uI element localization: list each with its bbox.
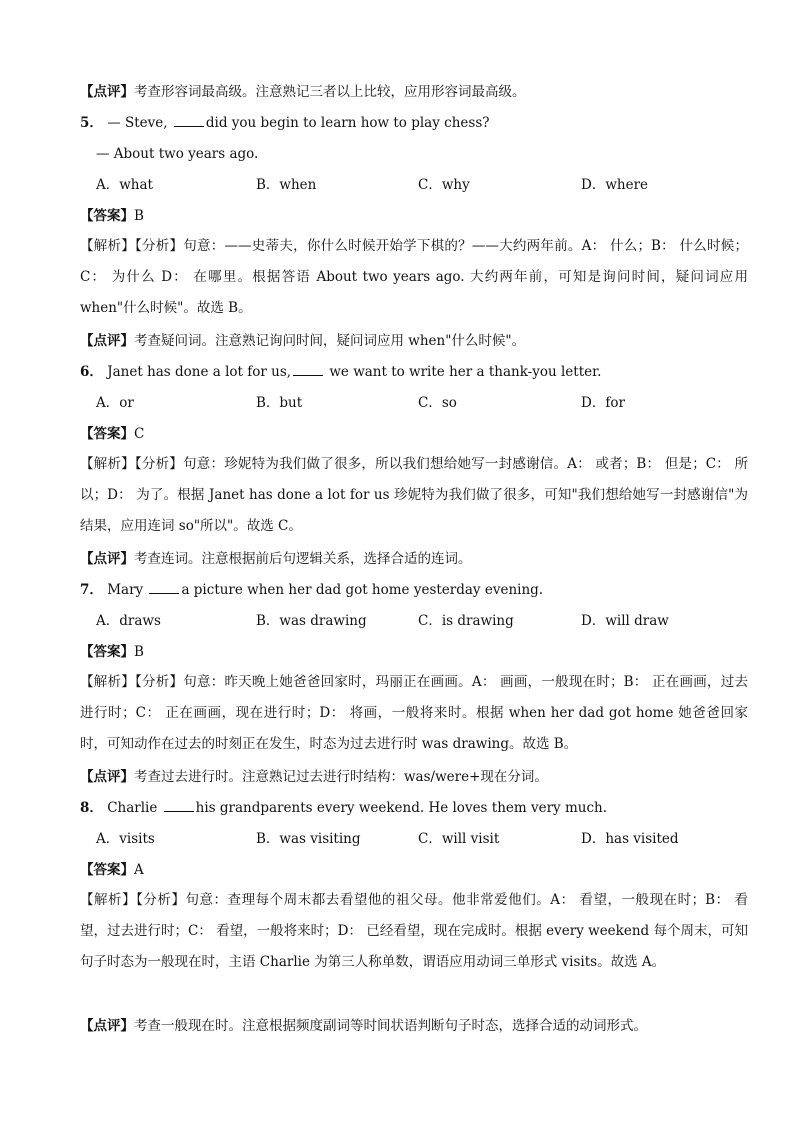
- answer-line: [80, 207, 144, 225]
- question-text-after: did you begin to learn how to play chess?: [205, 115, 490, 131]
- question-text-before: — Steve,: [107, 115, 172, 131]
- question-number: 5．: [80, 115, 103, 131]
- review-6: [80, 550, 472, 568]
- answer-line: [80, 861, 144, 879]
- review-7: [80, 768, 548, 786]
- answer-value: A: [134, 862, 144, 878]
- review-text: 考查一般现在时。注意根据频度副词等时间状语判断句子时态，选择合适的动词形式。: [134, 1018, 647, 1034]
- analysis-7: [80, 667, 748, 760]
- answer-line: [80, 425, 144, 443]
- question-text-after: a picture when her dad got home yesterday evening.: [181, 582, 544, 598]
- review-tag: 【点评】: [80, 1018, 134, 1034]
- review-tag: 【点评】: [80, 551, 134, 567]
- answer-line: [80, 643, 144, 661]
- review-text: 考查形容词最高级。注意熟记三者以上比较，应用形容词最高级。: [134, 84, 526, 100]
- answer-tag: 【答案】: [80, 208, 134, 224]
- question-5-reply: — About two years ago.: [96, 146, 259, 162]
- analysis-text: 【解析】【分析】句意：昨天晚上她爸爸回家时，玛丽正在画画。A： 画画，一般现在时；B： 正在画画，过去进行时；C： 正在画画，现在进行时；D： 将画，一般将来时。根据 when her dad got home 她爸爸回家时，可知动作在过去的时刻正在发生，时态为过去进行时 was drawing。故选 B。: [80, 674, 748, 752]
- option-a: A．draws: [96, 613, 161, 629]
- analysis-text: 【解析】【分析】句意：——史蒂夫，你什么时候开始学下棋的？——大约两年前。A： 什么；B： 什么时候；C： 为什么 D： 在哪里。根据答语 About two years ago. 大约两年前，可知是询问时间，疑问词应用 when"什么时候"。故选 B。: [80, 238, 748, 316]
- answer-blank: [293, 363, 323, 376]
- review-5: [80, 332, 525, 350]
- analysis-text: 【解析】【分析】句意：查理每个周末都去看望他的祖父母。他非常爱他们。A： 看望，一般现在时；B： 看望，过去进行时；C： 看望，一般将来时；D： 已经看望，现在完成时。根据 every weekend 每个周末，可知句子时态为一般现在时，主语 Charlie 为第三人称单数，谓语应用动词三单形式 visits。故选 A。: [80, 892, 748, 970]
- answer-value: B: [134, 644, 144, 660]
- option-c: C．why: [418, 177, 470, 193]
- question-number: 8．: [80, 800, 103, 816]
- question-text-after: we want to write her a thank-you letter.: [325, 364, 602, 380]
- option-d: D．where: [581, 177, 649, 193]
- option-d: D．will draw: [581, 613, 669, 629]
- question-5: [80, 114, 490, 132]
- review-text: 考查疑问词。注意熟记询问时间，疑问词应用 when"什么时候"。: [134, 333, 526, 349]
- answer-blank: [164, 799, 194, 812]
- option-b: B．but: [256, 395, 303, 411]
- option-c: C．is drawing: [418, 613, 514, 629]
- analysis-text: 【解析】【分析】句意：珍妮特为我们做了很多，所以我们想给她写一封感谢信。A： 或者；B： 但是；C： 所以；D： 为了。根据 Janet has done a lot for us 珍妮特为我们做了很多，可知"我们想给她写一封感谢信"为结果，应用连词 so"所以"。故选 C。: [80, 456, 748, 534]
- analysis-8: [80, 885, 748, 978]
- question-text-before: Charlie: [107, 800, 162, 816]
- answer-blank: [149, 581, 179, 594]
- question-text-after: his grandparents every weekend. He loves them very much.: [195, 800, 608, 816]
- review-text: 考查过去进行时。注意熟记过去进行时结构：was/were+现在分词。: [134, 769, 548, 785]
- question-number: 6．: [80, 364, 103, 380]
- question-8: [80, 799, 607, 817]
- analysis-5: [80, 231, 748, 324]
- review-tag: 【点评】: [80, 333, 134, 349]
- review-8: [80, 1017, 647, 1035]
- answer-tag: 【答案】: [80, 644, 134, 660]
- option-a: A．what: [96, 177, 153, 193]
- option-d: D．for: [581, 395, 625, 411]
- question-6: [80, 363, 601, 381]
- review-tag: 【点评】: [80, 769, 134, 785]
- option-a: A．or: [96, 395, 134, 411]
- option-b: B．was visiting: [256, 831, 361, 847]
- question-text-before: Janet has done a lot for us,: [107, 364, 292, 380]
- question-7: [80, 581, 543, 599]
- review-line: [80, 83, 526, 101]
- answer-value: B: [134, 208, 144, 224]
- review-tag: 【点评】: [80, 84, 134, 100]
- option-b: B．was drawing: [256, 613, 367, 629]
- question-number: 7．: [80, 582, 103, 598]
- answer-value: C: [134, 426, 145, 442]
- option-a: A．visits: [96, 831, 155, 847]
- option-c: C．so: [418, 395, 457, 411]
- answer-tag: 【答案】: [80, 426, 134, 442]
- answer-tag: 【答案】: [80, 862, 134, 878]
- question-text-before: Mary: [107, 582, 148, 598]
- option-d: D．has visited: [581, 831, 679, 847]
- option-c: C．will visit: [418, 831, 500, 847]
- analysis-6: [80, 449, 748, 542]
- answer-blank: [174, 114, 204, 127]
- option-b: B．when: [256, 177, 317, 193]
- review-text: 考查连词。注意根据前后句逻辑关系，选择合适的连词。: [134, 551, 472, 567]
